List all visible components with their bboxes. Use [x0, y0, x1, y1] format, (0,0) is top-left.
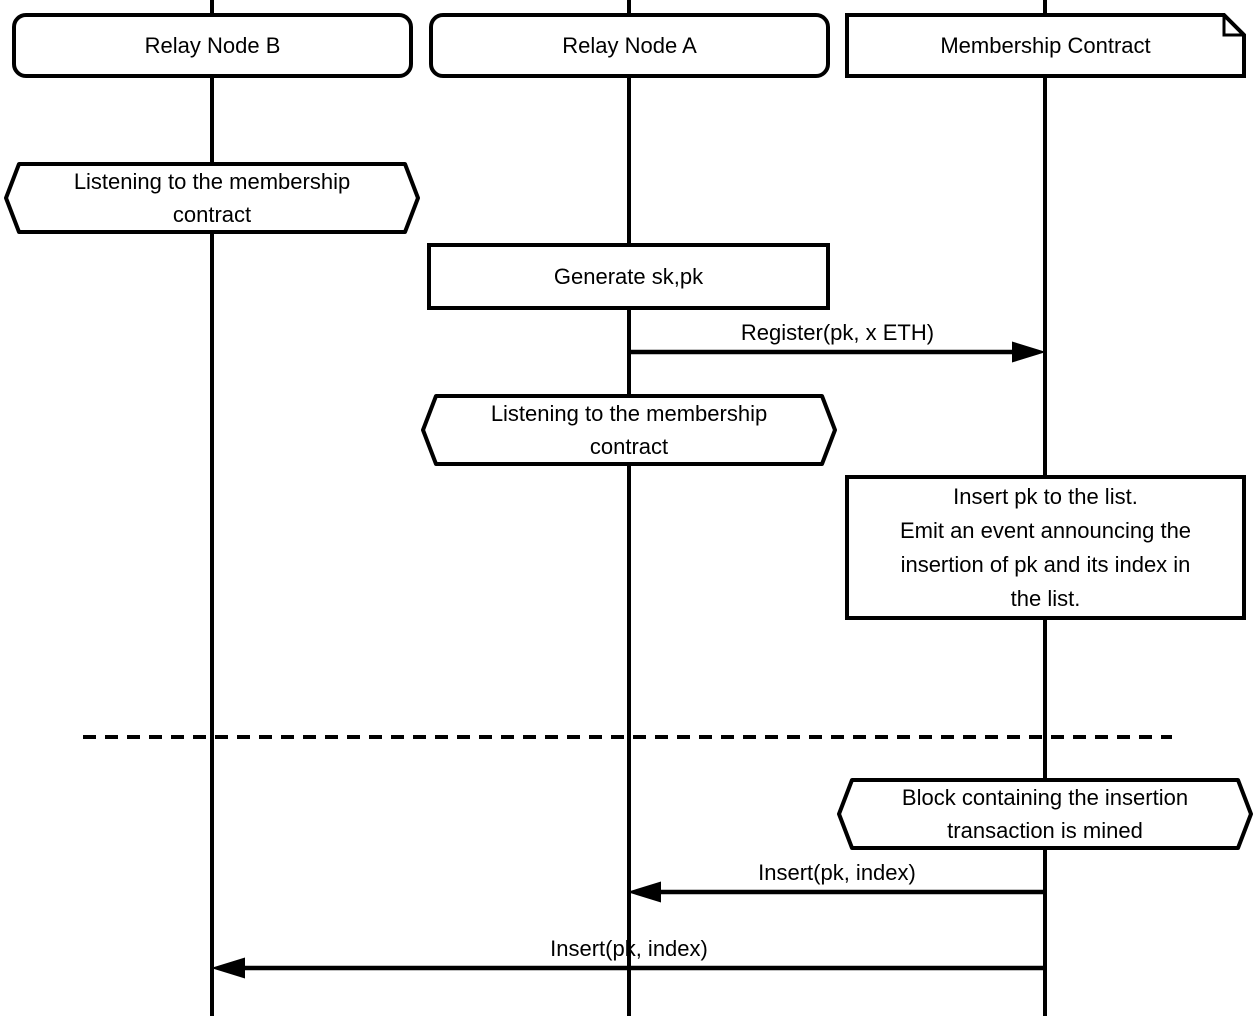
- participant-label: Relay Node A: [562, 32, 697, 58]
- arrowhead: [211, 958, 245, 979]
- note-text-line: Emit an event announcing the: [899, 517, 1192, 543]
- note-text-line: the list.: [1010, 585, 1081, 611]
- message-insert-a-label: Insert(pk, index): [758, 860, 916, 885]
- arrow-right-icon: [629, 340, 1046, 364]
- observation-text: [853, 778, 1237, 850]
- arrowhead: [627, 882, 661, 903]
- message-insert-b-label: Insert(pk, index): [550, 936, 708, 961]
- observation-text-line: Listening to the membership: [73, 169, 351, 194]
- observation-text-line: Block containing the insertion: [901, 785, 1189, 810]
- lifeline-relay-node-b: [210, 0, 214, 1016]
- message-insert-b-arrow: [211, 956, 1045, 980]
- observation-text-line: transaction is mined: [947, 818, 1143, 843]
- arrow-left-icon: [211, 956, 1045, 980]
- message-register-arrow: [629, 340, 1046, 364]
- participant-membership-contract: [845, 13, 1246, 78]
- observation-listening-relay-node-b: [4, 162, 420, 234]
- note-insert-event: [845, 475, 1246, 620]
- note-text-line: Insert pk to the list.: [953, 483, 1138, 509]
- action-generate-keys: [427, 243, 830, 310]
- participant-relay-node-b: [12, 13, 413, 78]
- participant-label: Relay Node B: [144, 32, 281, 58]
- observation-text: [437, 394, 821, 466]
- participant-relay-node-a: [429, 13, 830, 78]
- arrow-left-icon: [627, 880, 1045, 904]
- note-text-line: insertion of pk and its index in: [900, 551, 1191, 577]
- observation-text: [20, 162, 404, 234]
- participant-label: Membership Contract: [940, 32, 1151, 58]
- action-text: Generate sk,pk: [553, 263, 704, 289]
- observation-listening-relay-node-a: [421, 394, 837, 466]
- observation-block-mined: [837, 778, 1253, 850]
- arrowhead: [1012, 342, 1046, 363]
- message-register-label: Register(pk, x ETH): [740, 320, 935, 345]
- observation-text-line: contract: [589, 434, 669, 459]
- time-separator-dashed-line: [83, 735, 1172, 739]
- message-insert-a-arrow: [627, 880, 1045, 904]
- observation-text-line: contract: [172, 202, 252, 227]
- observation-text-line: Listening to the membership: [490, 401, 768, 426]
